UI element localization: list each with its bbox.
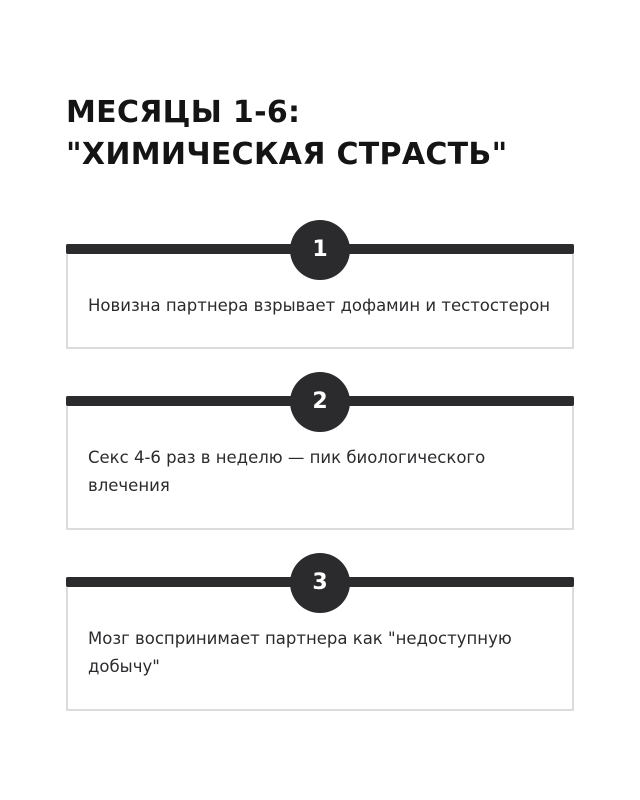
step-text: Секс 4-6 раз в неделю — пик биологического влечения <box>88 448 486 495</box>
page-title-line-2: "ХИМИЧЕСКАЯ СТРАСТЬ" <box>66 137 508 172</box>
step-number-badge: 2 <box>290 372 350 432</box>
step-card-3 <box>66 570 574 711</box>
page-title <box>66 92 606 176</box>
step-card-1 <box>66 237 574 349</box>
step-number-badge: 3 <box>290 553 350 613</box>
page-title-line-1: МЕСЯЦЫ 1-6: <box>66 95 301 130</box>
step-text: Мозг воспринимает партнера как "недоступную добычу" <box>88 629 512 676</box>
step-number-badge: 1 <box>290 220 350 280</box>
step-card-2 <box>66 389 574 530</box>
step-text: Новизна партнера взрывает дофамин и тестостерон <box>88 296 551 315</box>
